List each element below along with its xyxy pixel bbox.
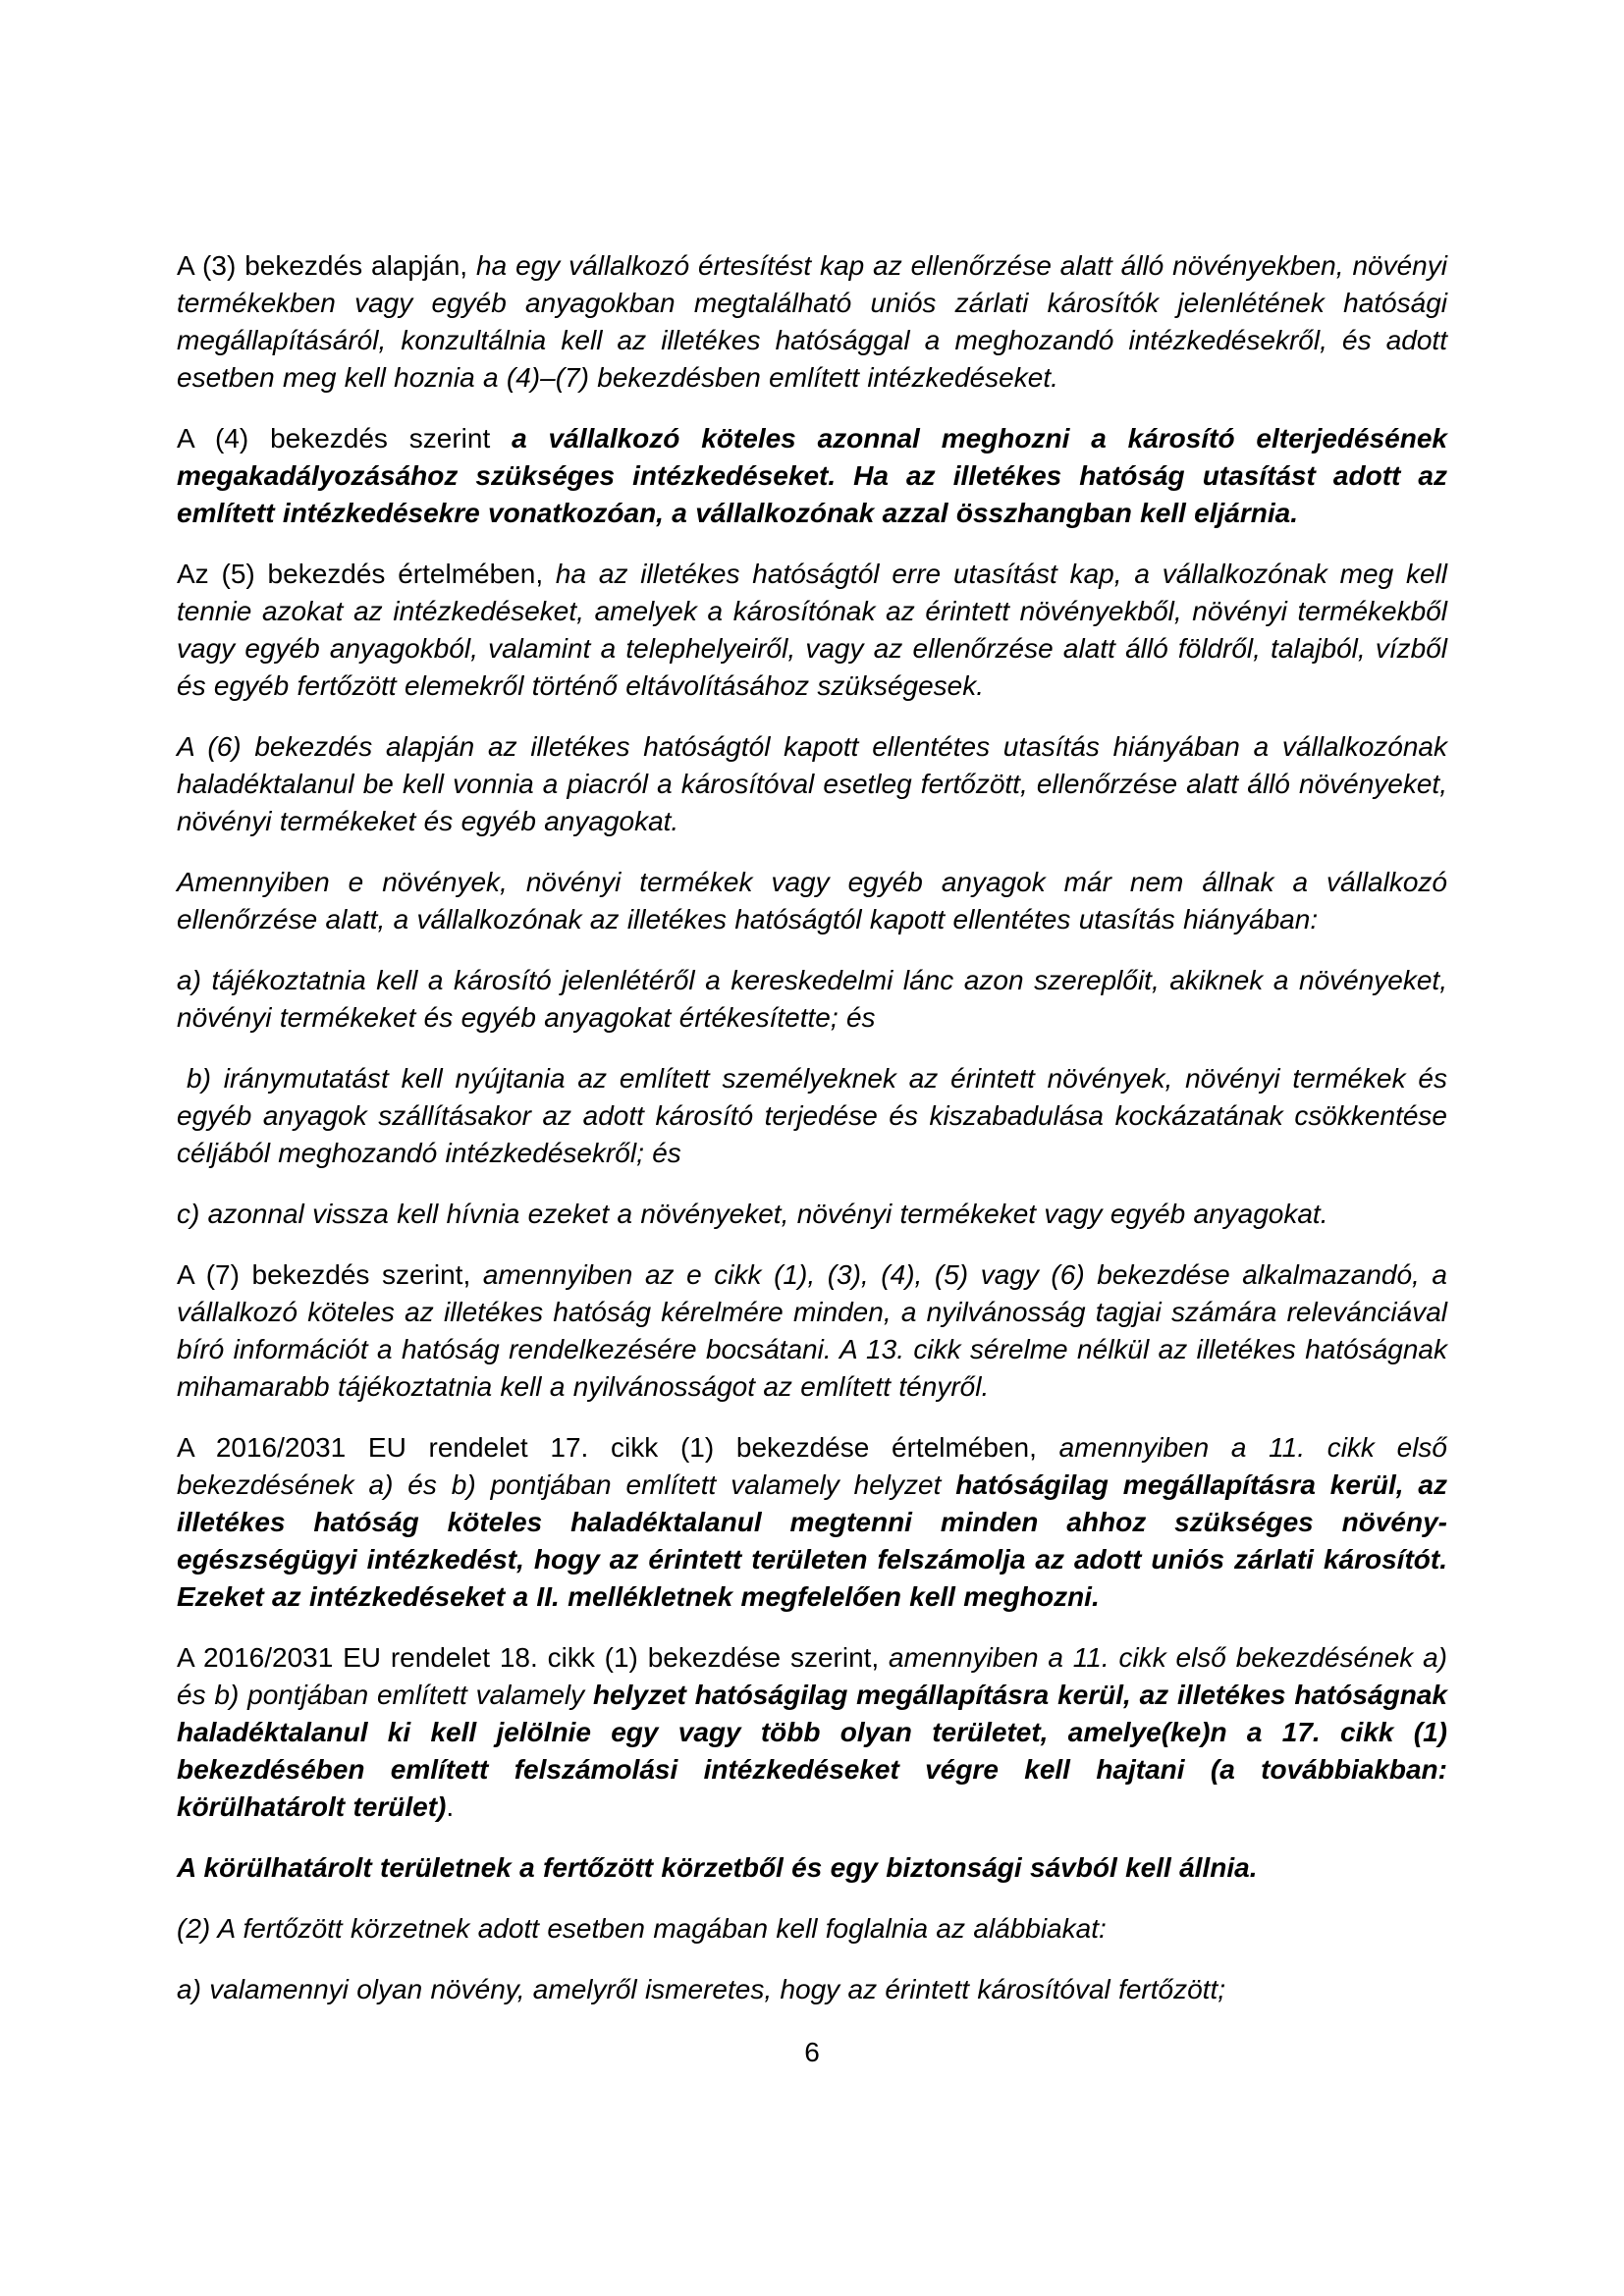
paragraph-bekezdes-6 — [177, 728, 1447, 840]
paragraph-text: ha az illetékes hatóságtól erre utasítást kap, a vállalkozónak meg kell tennie azokat az intézkedéseket, amelyek a károsítónak az érintett növényekből, növényi termékekből vagy egyéb anyagokból, valamint a telephelyeiről, vagy az ellenőrzése alatt álló földről, talajból, vízből és egyéb fertőzött elemekről történő eltávolításához szükségesek. — [177, 559, 1447, 701]
paragraph-text: A (6) bekezdés alapján az illetékes hatóságtól kapott ellentétes utasítás hiányában a vállalkozónak haladéktalanul be kell vonnia a piacról a károsítóval esetleg fertőzött, ellenőrzése alatt álló növényeket, növényi termékeket és egyéb anyagokat. — [177, 731, 1447, 836]
paragraph-fertozott-korzet — [177, 1910, 1447, 1948]
paragraph-text: a) valamennyi olyan növény, amelyről ismeretes, hogy az érintett károsítóval fertőzött; — [177, 1974, 1226, 2004]
paragraph-text: A (3) bekezdés alapján, — [177, 250, 468, 281]
paragraph-rendelet-17-cikk — [177, 1429, 1447, 1616]
paragraph-amennyiben — [177, 864, 1447, 938]
paragraph-text: hatóságilag megállapításra kerül, az illetékes hatóság köteles haladéktalanul megtenni minden ahhoz szükséges növény-egészségügyi intézkedést, hogy az érintett területen felszámolja az adott uniós zárlati károsítót. Ezeket az intézkedéseket a II. mellékletnek megfelelően kell meghozni. — [177, 1469, 1448, 1612]
paragraph-text: . — [446, 1791, 455, 1822]
paragraph-text: A körülhatárolt területnek a fertőzött körzetből és egy biztonsági sávból kell állnia. — [177, 1852, 1258, 1883]
paragraph-text: ha egy vállalkozó értesítést kap az ellenőrzése alatt álló növényekben, növényi termékekben vagy egyéb anyagokban megtalálható uniós zárlati károsítók jelenlétének hatósági megállapításáról, konzultálnia kell az illetékes hatósággal a meghozandó intézkedésekről, és adott esetben meg kell hoznia a (4)–(7) bekezdésben említett intézkedéseket. — [177, 250, 1447, 393]
paragraph-text: A (7) bekezdés szerint, — [177, 1259, 483, 1290]
paragraph-bekezdes-3 — [177, 247, 1447, 397]
paragraph-text: (2) A fertőzött körzetnek adott esetben magában kell foglalnia az alábbiakat: — [177, 1913, 1107, 1944]
paragraph-text: a vállalkozó köteles azonnal meghozni a károsító elterjedésének megakadályozásához szükséges intézkedéseket. Ha az illetékes hatóság utasítást adott az említett intézkedésekre vonatkozóan, a vállalkozónak azzal összhangban kell eljárnia. — [177, 423, 1447, 528]
paragraph-text: A 2016/2031 EU rendelet 17. cikk (1) bekezdése értelmében, — [177, 1432, 1059, 1463]
paragraph-text: b) iránymutatást kell nyújtania az említett személyeknek az érintett növények, növényi termékek és egyéb anyagok szállításakor az adott károsító terjedése és kiszabadulása kockázatának csökkentése céljából meghozandó intézkedésekről; és — [177, 1063, 1447, 1168]
paragraph-text: Az (5) bekezdés értelmében, — [177, 559, 544, 589]
list-item-b — [177, 1060, 1447, 1172]
paragraph-text: amennyiben a 11. cikk első bekezdésének a) és b) pontjában említett valamely helyzet — [177, 1432, 1447, 1500]
paragraph-text: helyzet hatóságilag megállapításra kerül, az illetékes hatóságnak haladéktalanul ki kell jelölnie egy vagy több olyan területet, amelye(ke)n a 17. cikk (1) bekezdésében említett felszámolási intézkedéseket végre kell hajtani (a továbbiakban: körülhatárolt terület) — [177, 1680, 1447, 1822]
paragraph-text: amennyiben az e cikk (1), (3), (4), (5) vagy (6) bekezdése alkalmazandó, a vállalkozó köteles az illetékes hatóság kérelmére minden, a nyilvánosság tagjai számára relevánciával bíró információt a hatóság rendelkezésére bocsátani. A 13. cikk sérelme nélkül az illetékes hatóságnak mihamarabb tájékoztatnia kell a nyilvánosságot az említett tényről. — [177, 1259, 1447, 1402]
paragraph-korulhatarolt-terulet — [177, 1849, 1447, 1887]
paragraph-text: a) tájékoztatnia kell a károsító jelenlétéről a kereskedelmi lánc azon szereplőit, akiknek a növényeket, növényi termékeket és egyéb anyagokat értékesítette; és — [177, 965, 1447, 1033]
list-item-c — [177, 1196, 1447, 1233]
paragraph-text: A (4) bekezdés szerint — [177, 423, 513, 454]
paragraph-text: A 2016/2031 EU rendelet 18. cikk (1) bekezdése szerint, — [177, 1642, 890, 1673]
paragraph-bekezdes-5 — [177, 556, 1447, 705]
list-item-a2 — [177, 1971, 1447, 2008]
paragraph-text: c) azonnal vissza kell hívnia ezeket a növényeket, növényi termékeket vagy egyéb anyagokat. — [177, 1199, 1328, 1229]
paragraph-text: Amennyiben e növények, növényi termékek vagy egyéb anyagok már nem állnak a vállalkozó ellenőrzése alatt, a vállalkozónak az illetékes hatóságtól kapott ellentétes utasítás hiányában: — [177, 867, 1447, 934]
paragraph-bekezdes-7 — [177, 1256, 1447, 1406]
paragraph-bekezdes-4 — [177, 420, 1447, 532]
list-item-a — [177, 962, 1447, 1037]
paragraph-text: amennyiben a 11. cikk első bekezdésének a) és b) pontjában említett valamely — [177, 1642, 1447, 1710]
page-number: 6 — [804, 2037, 820, 2067]
paragraph-rendelet-18-cikk — [177, 1639, 1447, 1826]
